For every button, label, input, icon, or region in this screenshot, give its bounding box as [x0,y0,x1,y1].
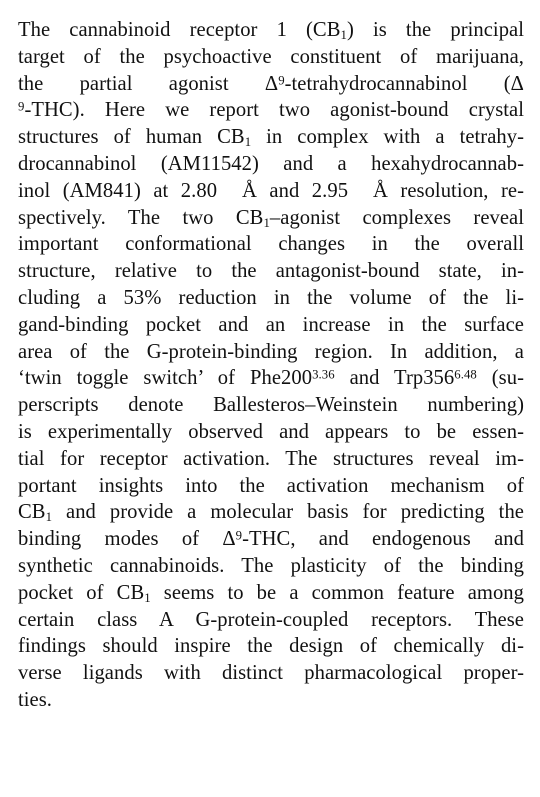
abstract-line [18,365,524,392]
superscript: 9 [18,99,25,114]
text-run: the partial agonist Δ [18,72,279,95]
abstract-line [18,633,524,660]
abstract-line [18,124,524,151]
abstract-line [18,285,524,312]
text-run: inol (AM841) at 2.80 Å and 2.95 Å resolution, re- [18,179,524,202]
abstract-line [18,499,524,526]
text-run: ) is the principal [346,19,524,41]
text-run: is experimentally observed and appears to be essen- [18,420,524,443]
text-run: CB [18,501,46,524]
text-run: findings should inspire the design of chemically di- [18,635,524,658]
text-run: ‘twin toggle switch’ of Phe200 [18,367,313,390]
superscript: 9 [235,528,243,543]
abstract-line [18,339,524,366]
abstract-line [18,607,524,634]
abstract-line [18,419,524,446]
superscript: 9 [278,72,285,87]
abstract-line [18,580,524,607]
text-run: -THC). Here we report two agonist-bound crystal [24,99,524,122]
text-run: and provide a molecular basis for predicting the [52,501,524,524]
abstract-line [18,553,524,580]
text-run: -THC, and endogenous and [242,528,524,551]
text-run: verse ligands with distinct pharmacological proper- [18,662,524,685]
abstract-line [18,687,524,714]
subscript: 1 [340,27,347,42]
text-run: drocannabinol (AM11542) and a hexahydrocannab- [18,152,524,175]
abstract-line [18,526,524,553]
superscript: 6.48 [454,367,477,382]
abstract-line [18,178,524,205]
text-run: tial for receptor activation. The structures reveal im- [18,447,524,470]
text-run: synthetic cannabinoids. The plasticity of the binding [18,554,524,577]
abstract-line [18,473,524,500]
text-run: structure, relative to the antagonist-bound state, in- [18,260,524,283]
text-run: seems to be a common feature among [150,581,524,604]
text-run: binding modes of Δ [18,528,236,551]
text-run: ties. [18,688,52,711]
abstract-line [18,258,524,285]
text-run: perscripts denote Ballesteros–Weinstein numbering) [18,394,524,417]
text-run: portant insights into the activation mechanism of [18,474,524,497]
text-run: pocket of CB [18,581,145,604]
text-run: gand-binding pocket and an increase in the surface [18,313,524,336]
text-run: spectively. The two CB [18,206,264,229]
abstract-line [18,151,524,178]
abstract-line [18,97,524,124]
abstract-line [18,71,524,98]
subscript: 1 [263,215,270,230]
text-run: certain class A G-protein-coupled receptors. These [18,608,524,631]
text-run: The cannabinoid receptor 1 (CB [18,19,341,41]
abstract-line [18,205,524,232]
abstract-line [18,231,524,258]
text-run: cluding a 53% reduction in the volume of the li- [18,286,524,309]
text-run: and Trp356 [334,367,455,390]
abstract-line [18,446,524,473]
superscript: 3.36 [312,367,335,382]
abstract-line [18,312,524,339]
abstract-paragraph [18,17,524,714]
abstract-line [18,660,524,687]
text-run: (su- [476,367,524,390]
abstract-line [18,17,524,44]
subscript: 1 [244,134,252,149]
text-run: target of the psychoactive constituent of marijuana, [18,45,524,68]
text-run: area of the G-protein-binding region. In addition, a [18,340,524,363]
text-run: important conformational changes in the overall [18,233,524,256]
abstract-line [18,44,524,71]
text-run: -tetrahydrocannabinol (Δ [284,72,524,95]
subscript: 1 [144,590,151,605]
text-run: structures of human CB [18,126,245,149]
text-run: in complex with a tetrahy- [251,126,524,149]
abstract-line [18,392,524,419]
text-run: –agonist complexes reveal [269,206,525,229]
subscript: 1 [45,510,53,525]
